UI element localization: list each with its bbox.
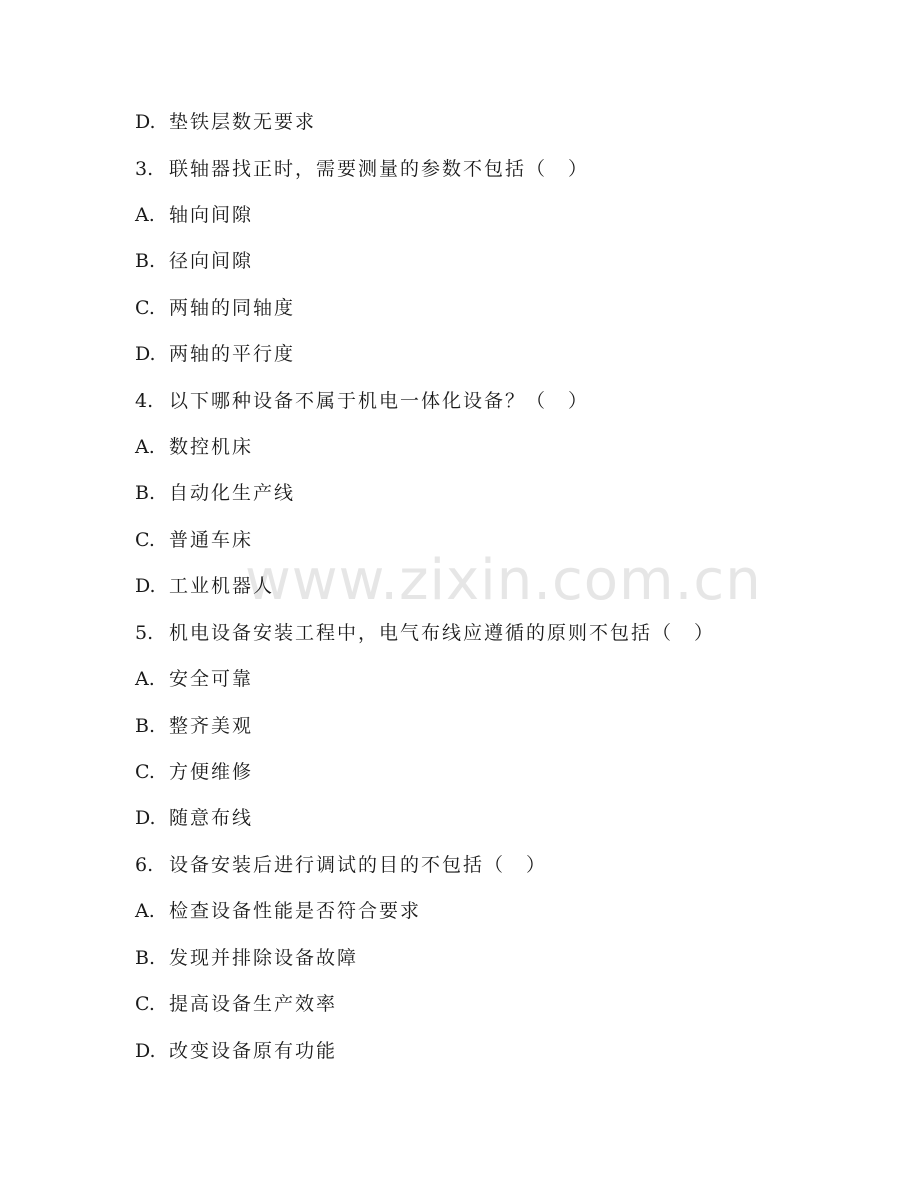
option-label: C. bbox=[135, 993, 155, 1015]
option-text: 轴向间隙 bbox=[169, 204, 254, 226]
option-label: C. bbox=[135, 761, 155, 783]
option-label: A. bbox=[135, 436, 155, 458]
option-label: D. bbox=[135, 807, 156, 829]
option-label: A. bbox=[135, 204, 155, 226]
option-line bbox=[135, 989, 337, 1019]
question-line bbox=[135, 386, 589, 416]
option-label: B. bbox=[135, 250, 156, 272]
question-text: 设备安装后进行调试的目的不包括（ ） bbox=[169, 854, 548, 876]
question-number: 4. bbox=[135, 390, 154, 412]
option-line bbox=[135, 246, 253, 276]
option-text: 两轴的平行度 bbox=[169, 343, 296, 365]
question-text: 联轴器找正时，需要测量的参数不包括（ ） bbox=[169, 158, 590, 180]
option-line bbox=[135, 757, 253, 787]
option-text: 改变设备原有功能 bbox=[169, 1040, 338, 1062]
option-label: D. bbox=[135, 111, 156, 133]
option-line bbox=[135, 896, 421, 926]
option-text: 数控机床 bbox=[169, 436, 254, 458]
question-number: 3. bbox=[135, 158, 154, 180]
option-line bbox=[135, 478, 295, 508]
option-label: D. bbox=[135, 1040, 156, 1062]
option-line bbox=[135, 664, 253, 694]
option-label: D. bbox=[135, 343, 156, 365]
option-text: 随意布线 bbox=[169, 807, 254, 829]
option-label: B. bbox=[135, 482, 156, 504]
question-number: 5. bbox=[135, 622, 154, 644]
option-line bbox=[135, 571, 274, 601]
option-line bbox=[135, 339, 295, 369]
option-label: C. bbox=[135, 297, 155, 319]
option-text: 自动化生产线 bbox=[169, 482, 296, 504]
option-label: D. bbox=[135, 575, 156, 597]
option-line bbox=[135, 200, 253, 230]
option-text: 检查设备性能是否符合要求 bbox=[169, 900, 422, 922]
option-text: 普通车床 bbox=[169, 529, 254, 551]
option-line bbox=[135, 1036, 337, 1066]
option-line bbox=[135, 293, 295, 323]
option-text: 整齐美观 bbox=[169, 715, 254, 737]
question-line bbox=[135, 154, 589, 184]
option-text: 方便维修 bbox=[169, 761, 254, 783]
option-text: 安全可靠 bbox=[169, 668, 254, 690]
option-text: 径向间隙 bbox=[169, 250, 254, 272]
option-line bbox=[135, 711, 253, 741]
option-line bbox=[135, 943, 358, 973]
option-label: B. bbox=[135, 947, 156, 969]
option-line bbox=[135, 107, 316, 137]
option-text: 发现并排除设备故障 bbox=[169, 947, 359, 969]
question-line bbox=[135, 618, 715, 648]
option-label: C. bbox=[135, 529, 155, 551]
option-text: 垫铁层数无要求 bbox=[169, 111, 317, 133]
question-text: 机电设备安装工程中，电气布线应遵循的原则不包括（ ） bbox=[169, 622, 716, 644]
question-text: 以下哪种设备不属于机电一体化设备？（ ） bbox=[169, 390, 590, 412]
option-text: 两轴的同轴度 bbox=[169, 297, 296, 319]
question-line bbox=[135, 850, 547, 880]
option-text: 提高设备生产效率 bbox=[169, 993, 338, 1015]
option-line bbox=[135, 803, 253, 833]
option-label: A. bbox=[135, 668, 155, 690]
option-label: A. bbox=[135, 900, 155, 922]
option-line bbox=[135, 432, 253, 462]
option-label: B. bbox=[135, 715, 156, 737]
option-text: 工业机器人 bbox=[169, 575, 275, 597]
question-number: 6. bbox=[135, 854, 154, 876]
watermark: www.zixin.com.cn bbox=[245, 548, 762, 613]
option-line bbox=[135, 525, 253, 555]
